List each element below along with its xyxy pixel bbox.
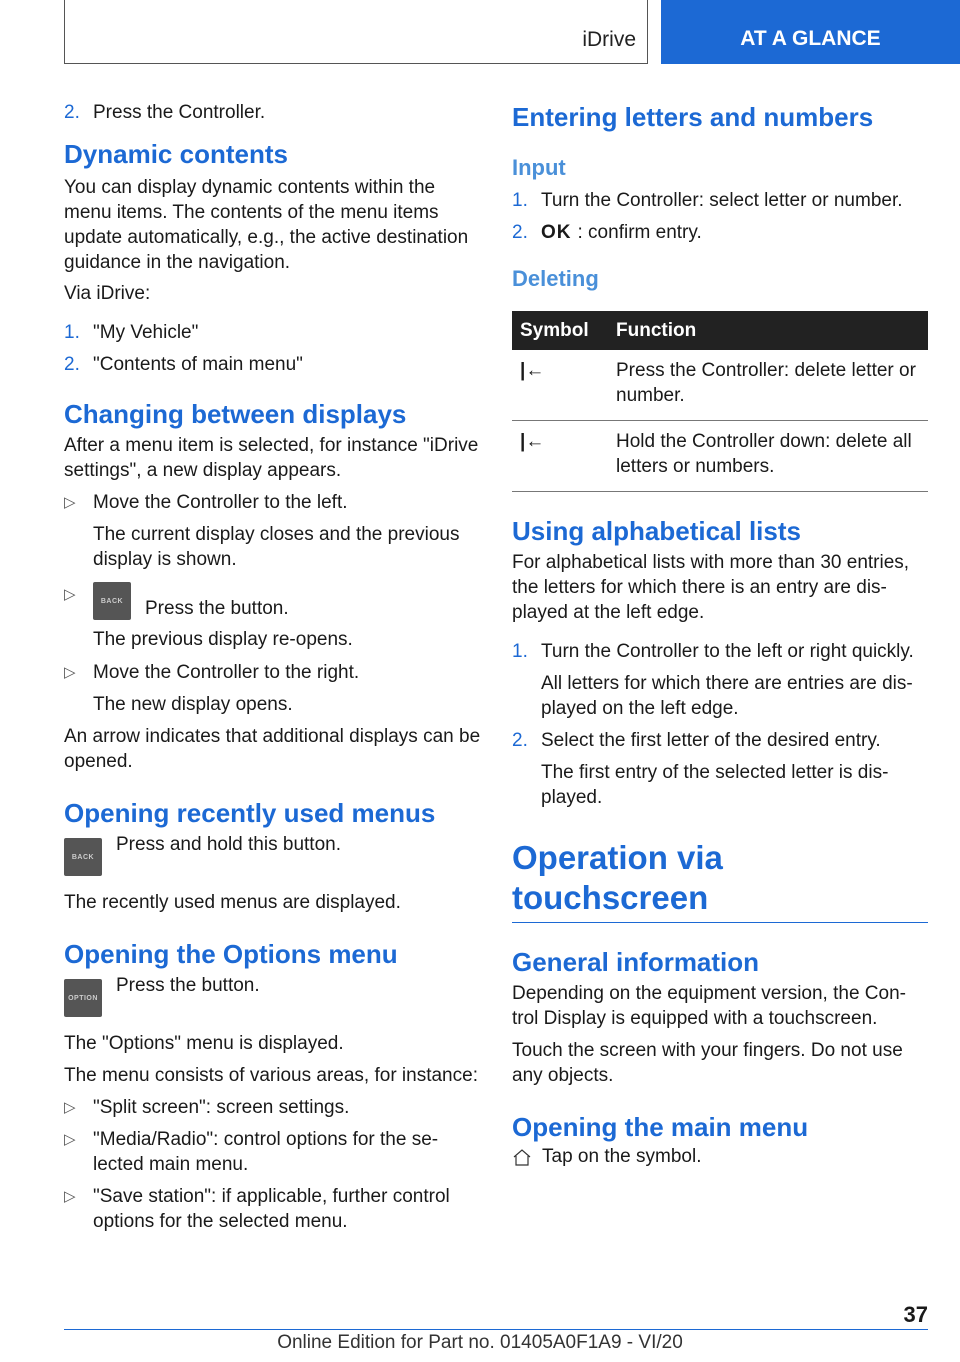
header-chapter: AT A GLANCE: [661, 0, 960, 64]
list-item: ▷ "Split screen": screen settings.: [64, 1097, 350, 1118]
paragraph: Depending on the equipment version, the Con-trol Display is equipped with a touchscreen.: [512, 983, 906, 1029]
right-column: Entering letters and numbers Input 1. Turn the Controller: select letter or number. 2. OK : confirm entry. Deleting Symbol Function |← Press the Controller: delete letter or number. |← Hold the Controller down: delete all letters or numbers. Using alphabetical lists For alphabetical lists with more than 30 entries, the letters for which there is an entry are dis-played at the left edge. 1. Turn the Controller to the left or right quickly. All letters for which there are entries are dis-played on the left edge. 2. Select the first letter of the desired entry. The first entry of the selected letter is dis-played. Operation via touchscreen General information Depending on the equipment version, the Con-trol Display is equipped with a touchscreen. Touch the screen with your fingers. Do not use any objects. Opening the main menu Tap on the symbol.: [512, 100, 928, 1168]
triangle-bullet-icon: ▷: [64, 664, 76, 681]
heading-main-menu: Opening the main menu: [512, 1112, 809, 1142]
list-item: ▷ BACK Press the button.: [64, 582, 482, 621]
list-item: ▷ Move the Controller to the left.: [64, 492, 348, 513]
home-icon: [512, 1147, 532, 1167]
paragraph: Touch the screen with your fingers. Do not use any objects.: [512, 1040, 903, 1086]
paragraph: Via iDrive:: [64, 283, 151, 304]
step-item: 2. Press the Controller.: [64, 102, 266, 123]
list-item: ▷ Move the Controller to the right.: [64, 662, 360, 683]
delete-icon: |←: [512, 421, 608, 492]
heading-entering-letters: Entering letters and numbers: [512, 102, 874, 132]
left-column: 2. Press the Controller. Dynamic contents You can display dynamic contents within the menu items. The contents of the menu items update automatically, e.g., the active destination guidance in the navigation. Via iDrive: 1. "My Vehicle" 2. "Contents of main menu" Changing between displays After a menu item is selected, for instance "iDrive settings", a new display appears. ▷ Move the Controller to the left. The current display closes and the previous display is shown. ▷ BACK Press the button. The previous display re-opens. ▷ Move the Controller to the right. The new display opens. An arrow indicates that additional displays can be opened. Opening recently used menus BACK Press and hold this button. The recently used menus are displayed. Opening the Options menu OPTION Press the button. The "Options" menu is displayed. The menu consists of various areas, for instance: ▷ "Split screen": screen settings. ▷ "Media/Radio": control options for the se-lected main menu. ▷ "Save station": if applicable, further control options for the selected menu.: [64, 102, 481, 1232]
list-item: ▷ "Media/Radio": control options for the se-lected main menu.: [64, 1129, 439, 1175]
step-item: 1. Turn the Controller: select letter or number.: [512, 190, 903, 211]
triangle-bullet-icon: ▷: [64, 1131, 76, 1148]
paragraph: The first entry of the selected letter is dis-played.: [541, 762, 889, 808]
triangle-bullet-icon: ▷: [64, 494, 76, 511]
back-button-icon: BACK: [93, 582, 131, 620]
heading-recent-menus: Opening recently used menus: [64, 798, 436, 828]
delete-icon: |←: [512, 350, 608, 421]
paragraph: The previous display re-opens.: [93, 629, 353, 650]
step-item: 1. Turn the Controller to the left or right quickly.: [512, 641, 914, 662]
step-item: 2. OK : confirm entry.: [512, 222, 702, 243]
paragraph: The recently used menus are displayed.: [64, 892, 401, 913]
paragraph: After a menu item is selected, for instance "iDrive settings", a new display appears.: [64, 435, 479, 481]
paragraph: All letters for which there are entries are dis-played on the left edge.: [541, 673, 913, 719]
option-button-icon: OPTION: [64, 979, 102, 1017]
step-item: 2. "Contents of main menu": [64, 354, 303, 375]
header-section: iDrive: [582, 28, 636, 51]
table-row: |← Press the Controller: delete letter or number.: [512, 350, 928, 421]
heading-input: Input: [512, 155, 566, 180]
step-item: 2. Select the first letter of the desired entry.: [512, 730, 881, 751]
header-frame: [64, 0, 648, 64]
triangle-bullet-icon: ▷: [64, 1188, 76, 1205]
paragraph: For alphabetical lists with more than 30 entries, the letters for which there is an entry are dis-played at the left edge.: [512, 552, 910, 623]
triangle-bullet-icon: ▷: [64, 586, 76, 603]
heading-deleting: Deleting: [512, 266, 599, 291]
footer-edition: Online Edition for Part no. 01405A0F1A9 - VI/20: [277, 1332, 683, 1353]
heading-alphabetical-lists: Using alphabetical lists: [512, 516, 801, 546]
paragraph: You can display dynamic contents within the menu items. The contents of the menu items update automatically, e.g., the active destination guidance in the navigation.: [64, 177, 469, 273]
paragraph: The menu consists of various areas, for instance:: [64, 1065, 478, 1086]
heading-general-info: General information: [512, 947, 760, 977]
heading-dynamic-contents: Dynamic contents: [64, 139, 288, 169]
heading-touchscreen: Operation via touchscreen: [512, 839, 723, 916]
footer-divider: [64, 1329, 928, 1330]
paragraph: An arrow indicates that additional displays can be opened.: [64, 726, 481, 772]
list-item: ▷ "Save station": if applicable, further control options for the selected menu.: [64, 1186, 450, 1232]
table-row: |← Hold the Controller down: delete all letters or numbers.: [512, 421, 928, 492]
deleting-table: [512, 311, 928, 492]
table-header: Symbol: [512, 311, 608, 350]
table-header: Function: [608, 311, 928, 350]
ok-icon: OK: [541, 222, 572, 243]
heading-options-menu: Opening the Options menu: [64, 939, 398, 969]
paragraph: The new display opens.: [93, 694, 293, 715]
heading-changing-displays: Changing between displays: [64, 399, 407, 429]
paragraph: The "Options" menu is displayed.: [64, 1033, 344, 1054]
page-number: 37: [903, 1302, 928, 1327]
step-item: 1. "My Vehicle": [64, 322, 199, 343]
triangle-bullet-icon: ▷: [64, 1099, 76, 1116]
paragraph: The current display closes and the previous display is shown.: [93, 524, 460, 570]
back-button-icon: BACK: [64, 838, 102, 876]
